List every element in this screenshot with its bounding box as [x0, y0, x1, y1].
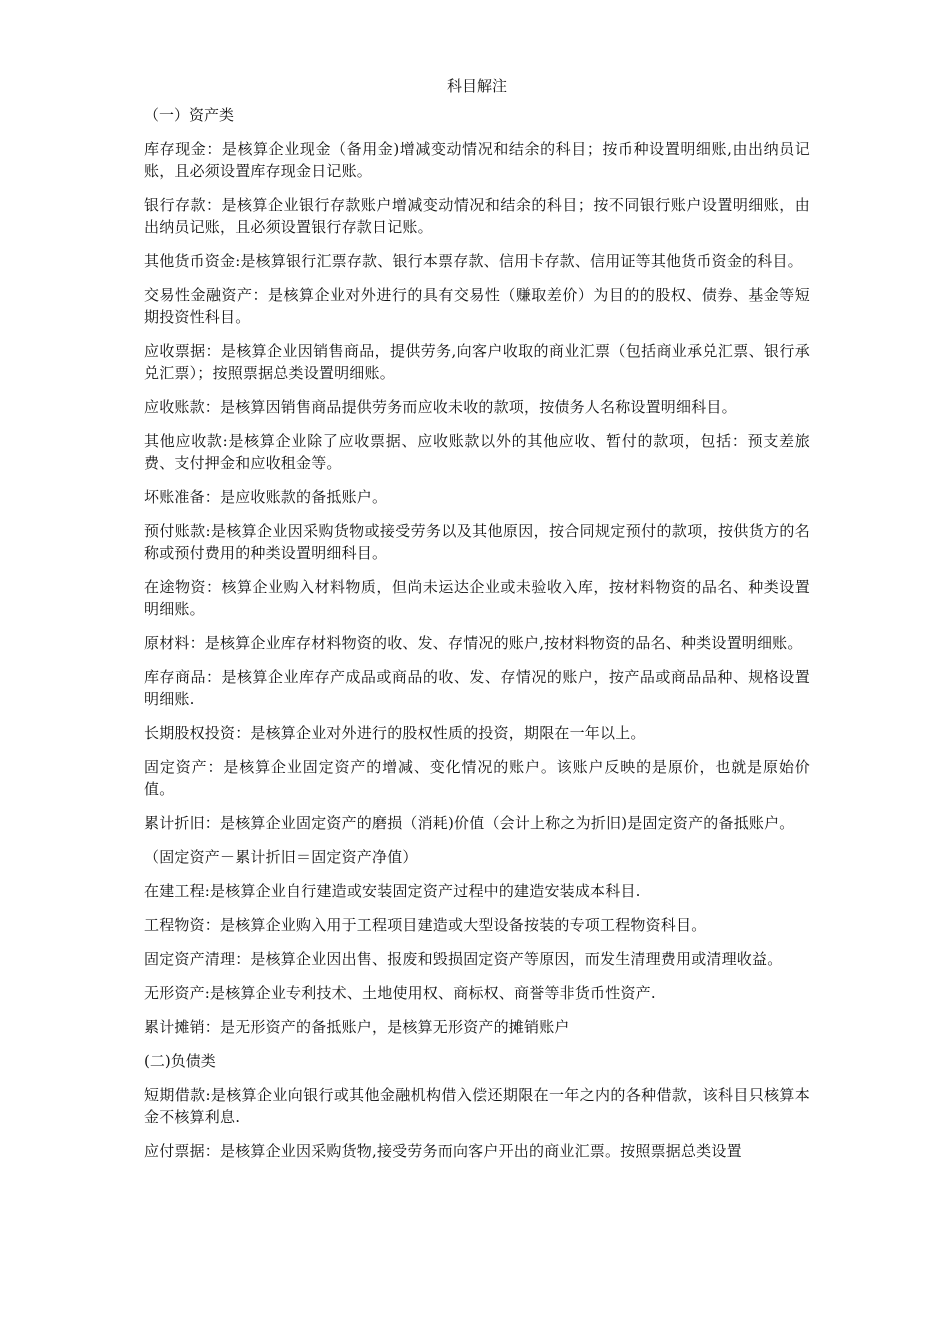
- section-heading-liabilities: (二)负债类: [144, 1052, 216, 1070]
- paragraph-long-term-equity-investment: 长期股权投资：是核算企业对外进行的股权性质的投资，期限在一年以上。: [144, 724, 646, 742]
- paragraph-materials-in-transit: 在途物资：核算企业购入材料物质，但尚未运达企业或未验收入库，按材料物资的品名、种类设置明细账。: [144, 578, 810, 618]
- paragraph-fixed-assets: 固定资产：是核算企业固定资产的增减、变化情况的账户。该账户反映的是原价，也就是原始价值。: [144, 758, 810, 798]
- paragraph-other-receivables: 其他应收款:是核算企业除了应收票据、应收账款以外的其他应收、暂付的款项，包括：预支差旅费、支付押金和应收租金等。: [144, 432, 810, 472]
- paragraph-net-value-formula: （固定资产－累计折旧＝固定资产净值）: [144, 848, 418, 866]
- paragraph-notes-payable: 应付票据：是核算企业因采购货物,接受劳务而向客户开出的商业汇票。按照票据总类设置: [144, 1142, 742, 1160]
- document-page: [144, 74, 810, 1174]
- paragraph-prepayments: 预付账款:是核算企业因采购货物或接受劳务以及其他原因，按合同规定预付的款项，按供货方的名称或预付费用的种类设置明细科目。: [144, 522, 810, 562]
- document-title: 科目解注: [446, 77, 507, 95]
- paragraph-fixed-asset-disposal: 固定资产清理：是核算企业因出售、报废和毁损固定资产等原因，而发生清理费用或清理收益。: [144, 950, 783, 968]
- paragraph-inventory-goods: 库存商品：是核算企业库存产成品或商品的收、发、存情况的账户，按产品或商品品种、规格设置明细账.: [144, 668, 810, 708]
- paragraph-accumulated-depreciation: 累计折旧：是核算企业固定资产的磨损（消耗)价值（会计上称之为折旧)是固定资产的备抵账户。: [144, 814, 795, 832]
- paragraph-notes-receivable: 应收票据：是核算企业因销售商品，提供劳务,向客户收取的商业汇票（包括商业承兑汇票、银行承兑汇票）；按照票据总类设置明细账。: [144, 342, 810, 382]
- paragraph-other-monetary-funds: 其他货币资金:是核算银行汇票存款、银行本票存款、信用卡存款、信用证等其他货币资金的科目。: [144, 252, 803, 270]
- paragraph-engineering-materials: 工程物资：是核算企业购入用于工程项目建造或大型设备按装的专项工程物资科目。: [144, 916, 707, 934]
- paragraph-bank-deposit: 银行存款：是核算企业银行存款账户增减变动情况和结余的科目；按不同银行账户设置明细账，由出纳员记账，且必须设置银行存款日记账。: [144, 196, 810, 236]
- section-heading-assets: （一）资产类: [144, 106, 235, 124]
- paragraph-accumulated-amortization: 累计摊销：是无形资产的备抵账户，是核算无形资产的摊销账户: [144, 1018, 570, 1036]
- paragraph-construction-in-progress: 在建工程:是核算企业自行建造或安装固定资产过程中的建造安装成本科目.: [144, 882, 641, 900]
- paragraph-trading-financial-assets: 交易性金融资产：是核算企业对外进行的具有交易性（赚取差价）为目的的股权、债券、基金等短期投资性科目。: [144, 286, 810, 326]
- paragraph-raw-materials: 原材料：是核算企业库存材料物资的收、发、存情况的账户,按材料物资的品名、种类设置明细账。: [144, 634, 803, 652]
- paragraph-short-term-loans: 短期借款:是核算企业向银行或其他金融机构借入偿还期限在一年之内的各种借款，该科目只核算本金不核算利息.: [144, 1086, 810, 1126]
- paragraph-accounts-receivable: 应收账款：是核算因销售商品提供劳务而应收未收的款项，按债务人名称设置明细科目。: [144, 398, 737, 416]
- paragraph-cash: 库存现金：是核算企业现金（备用金)增减变动情况和结余的科目；按币种设置明细账,由出纳员记账，且必须设置库存现金日记账。: [144, 140, 810, 180]
- paragraph-intangible-assets: 无形资产:是核算企业专利技术、土地使用权、商标权、商誉等非货币性资产.: [144, 984, 656, 1002]
- paragraph-bad-debt-provision: 坏账准备：是应收账款的备抵账户。: [144, 488, 388, 506]
